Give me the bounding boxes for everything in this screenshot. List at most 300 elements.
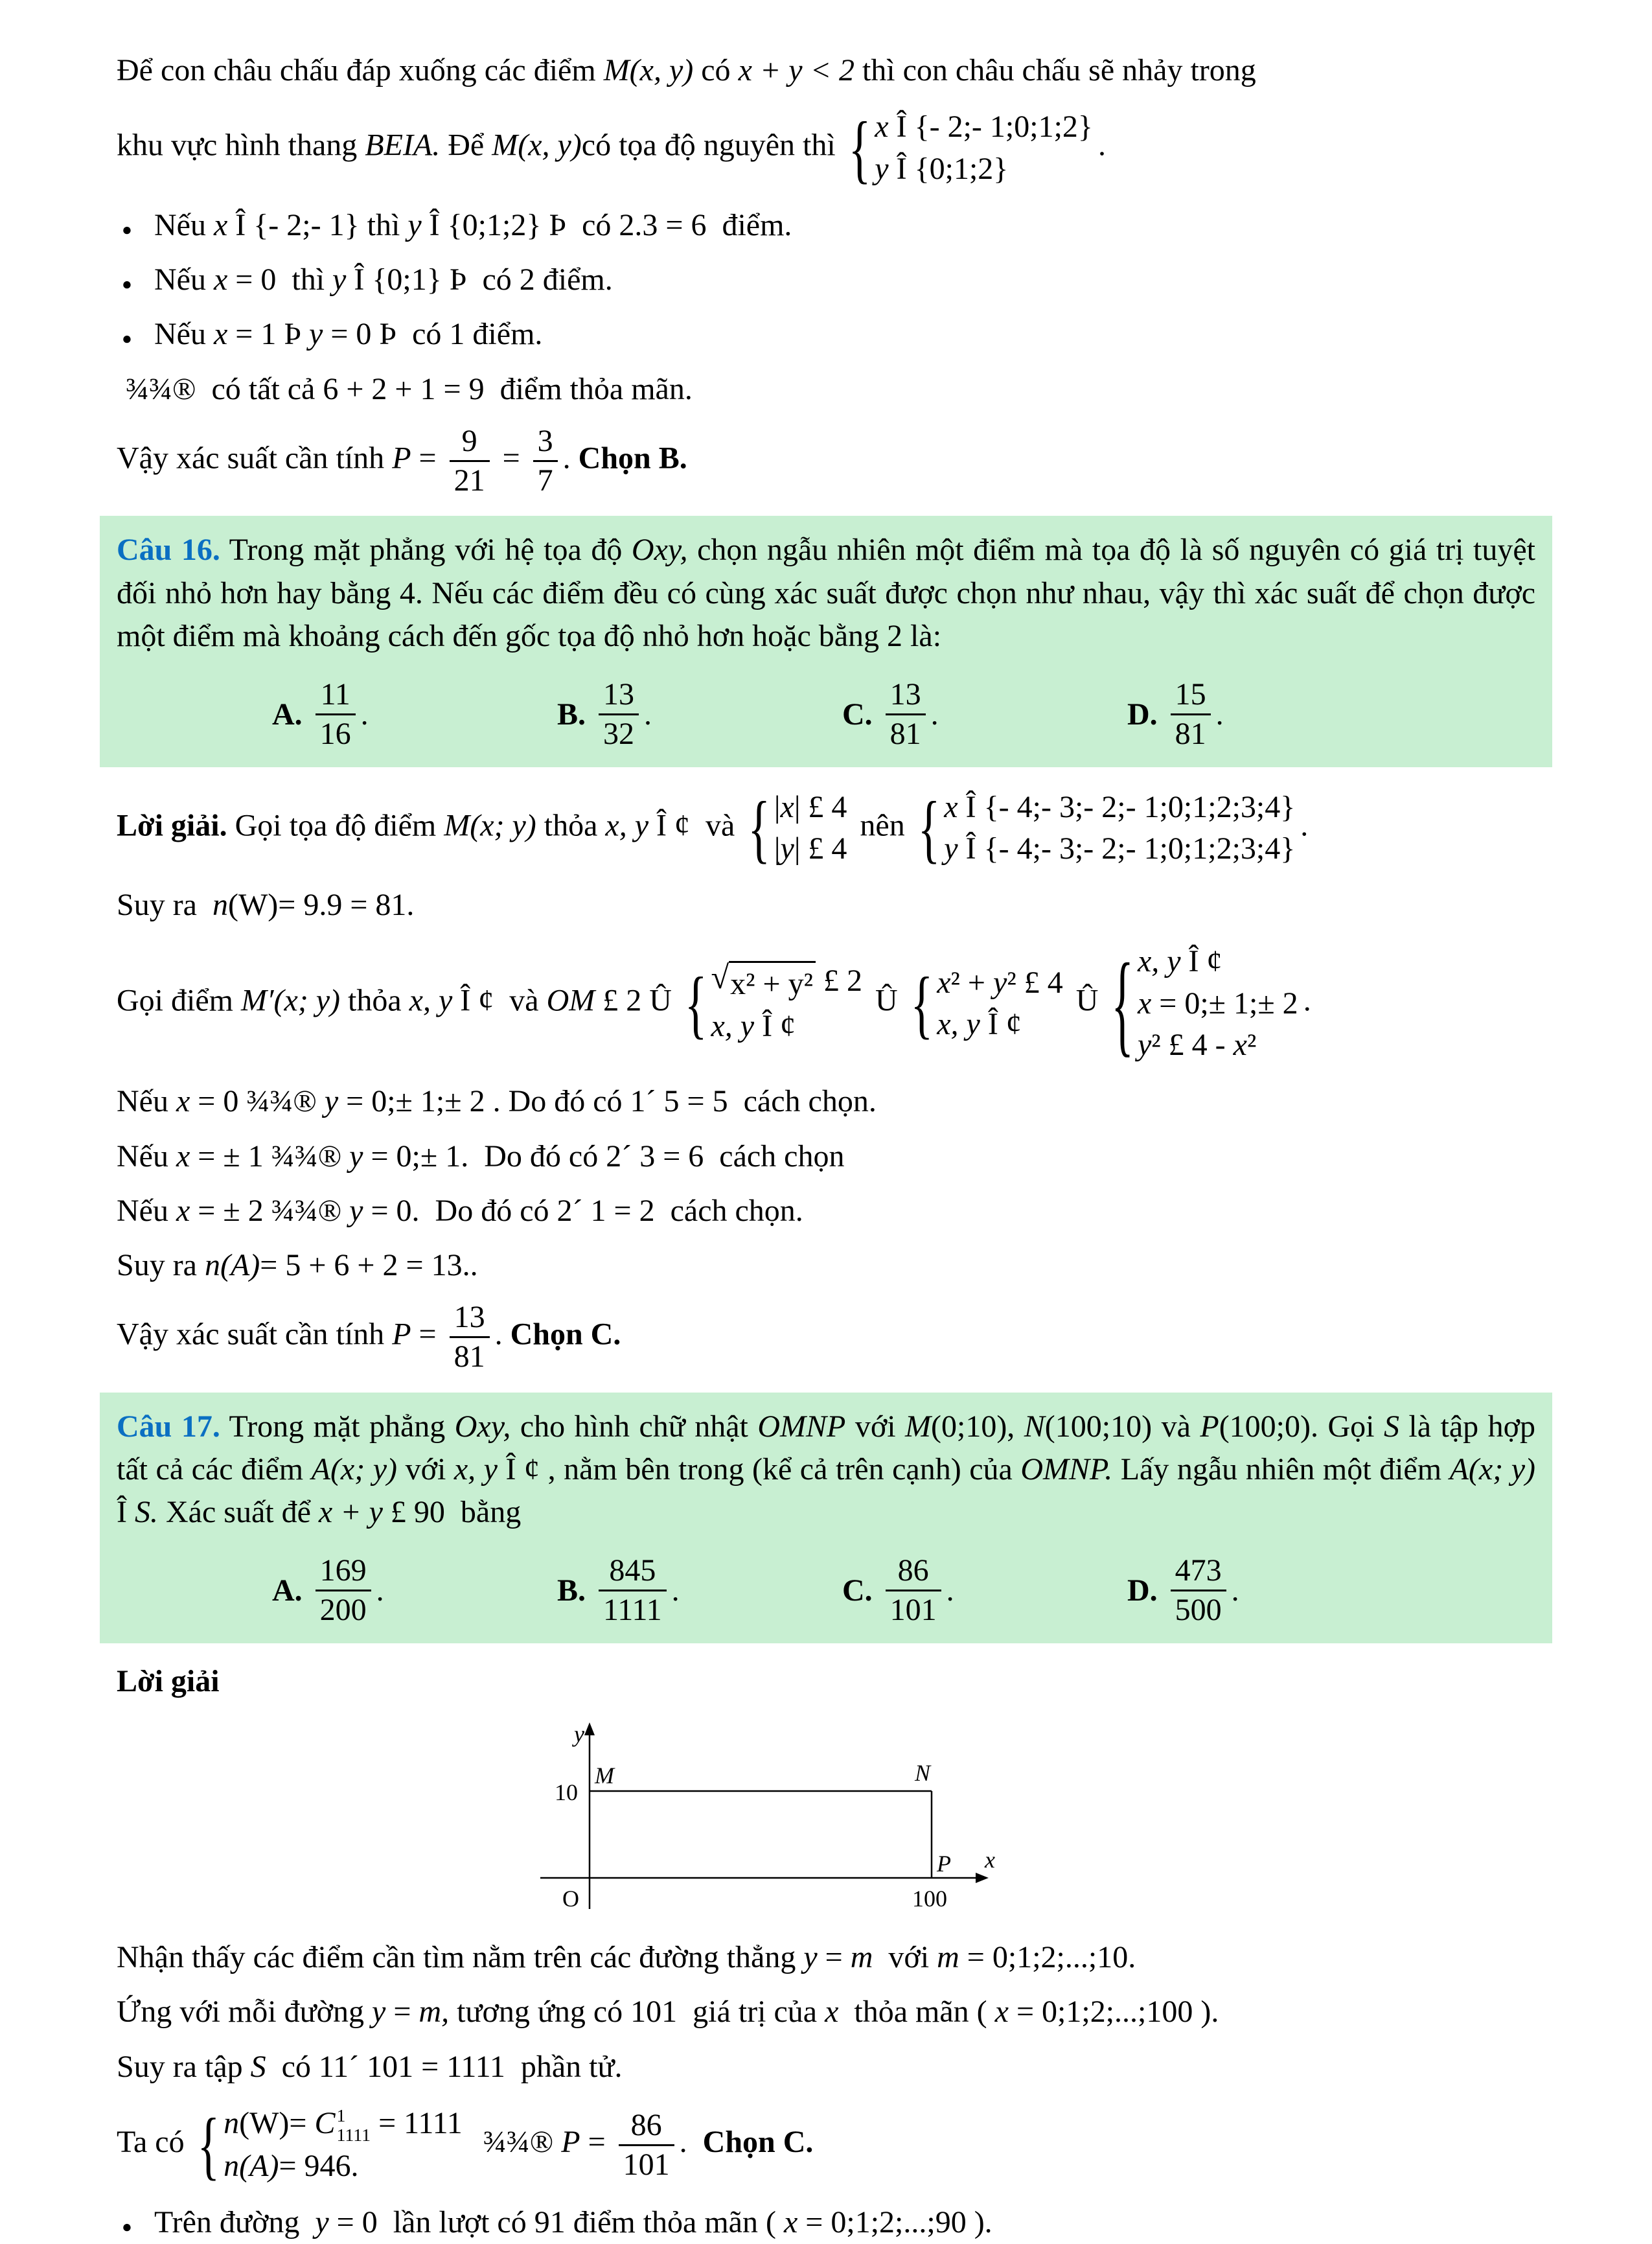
math-italic: y (372, 1995, 386, 2030)
option-a (272, 1552, 557, 1629)
row (711, 1006, 862, 1047)
arrow-summary-line (117, 368, 1535, 411)
num: 86 (619, 2108, 674, 2146)
brace: { (197, 2102, 220, 2188)
t: thì con châu chấu sẽ nhảy trong (854, 53, 1256, 87)
t: ² (1246, 1027, 1257, 1062)
t: Î ¢ (1180, 944, 1222, 979)
t: = 0 ¾¾® (190, 1084, 325, 1119)
t: Suy ra tập (117, 2049, 251, 2084)
math-italic: S. (134, 1495, 158, 1530)
math-italic: m (937, 1940, 959, 1975)
row (711, 960, 862, 1006)
solution-16-case-1 (117, 1080, 1535, 1123)
t: (W)= 9.9 = 81. (227, 888, 415, 923)
math-italic: y (324, 1084, 339, 1119)
math-italic: Oxy, (454, 1409, 511, 1444)
rows (944, 787, 1295, 870)
bold: A. (272, 1573, 310, 1608)
t: . (1300, 807, 1309, 842)
t: = 0;± 1. Do đó có 2´ 3 = 6 cách chọn (363, 1139, 845, 1174)
intro-line-2 (117, 104, 1535, 192)
rsign: √ (711, 959, 729, 996)
t: = (580, 2125, 614, 2160)
t: Nếu (154, 317, 214, 352)
brace: { (684, 961, 707, 1047)
question-17-options (117, 1538, 1535, 1637)
t: (W)= (239, 2105, 315, 2140)
bold: Chọn C. (510, 1317, 621, 1352)
t: Î ¢ (754, 1008, 796, 1043)
t: thỏa mãn ( (838, 1995, 995, 2030)
math-italic: x, y (1137, 944, 1181, 979)
math-italic: Oxy, (631, 533, 688, 568)
math-italic: S (250, 2049, 266, 2084)
t: Suy ra (117, 888, 212, 923)
t: cho hình chữ nhật (511, 1409, 758, 1444)
sys (911, 962, 1063, 1046)
math-italic: x (213, 262, 228, 297)
t: £ 90 bằng (382, 1495, 522, 1530)
question-16-paragraph (117, 529, 1544, 658)
t: = 0;1;2;...;100 ). (1008, 1995, 1219, 2030)
brace: { (1111, 940, 1134, 1068)
solution-16-count (117, 1244, 1535, 1287)
rows (937, 962, 1062, 1046)
frac (599, 677, 639, 752)
t: là tập hợp tất cả các điểm (117, 1409, 1544, 1486)
solution-16-omega (117, 884, 1535, 927)
t: | £ 4 (794, 789, 847, 824)
t: £ 2 (815, 963, 862, 998)
math-italic: N (1024, 1409, 1045, 1444)
t: . (930, 697, 939, 732)
bullet-text (154, 259, 613, 301)
num: 169 (315, 1553, 371, 1591)
frac (886, 677, 926, 752)
solution-17-step-4 (117, 2100, 1535, 2190)
y-axis-arrow-icon (584, 1722, 595, 1735)
frac (599, 1553, 667, 1628)
den: 81 (1175, 716, 1206, 751)
t: . (376, 1573, 384, 1608)
t: Î {- 2;- 1} thì (227, 207, 408, 242)
math-italic: y (407, 207, 422, 242)
solution-16-case-2 (117, 1135, 1535, 1178)
math-italic: y (349, 1139, 363, 1174)
math-italic: y (944, 831, 958, 866)
t: . (562, 441, 579, 476)
math-italic: OMNP. (1020, 1452, 1113, 1486)
solution-16-case-3 (117, 1190, 1535, 1232)
bullet-text (154, 2201, 992, 2244)
frac (315, 677, 356, 752)
bold: Lời giải (117, 1663, 220, 1698)
num: 11 (315, 677, 356, 715)
math-italic: S (1383, 1409, 1399, 1444)
bullet-text (154, 204, 792, 247)
math-italic: y (309, 317, 323, 352)
math-italic: x (213, 207, 228, 242)
den: 21 (453, 463, 485, 498)
t: . (946, 1573, 954, 1608)
question-17 (100, 1393, 1552, 1643)
question-17-label: Câu 17. (117, 1409, 220, 1444)
figure-label-p: P (937, 1851, 951, 1877)
math-italic: x, y (605, 807, 649, 842)
t: . (644, 697, 652, 732)
t: . (1231, 1573, 1239, 1608)
bullet-icon: ● (122, 274, 132, 294)
bullet-line (117, 204, 1535, 247)
rows (774, 787, 847, 870)
sys (849, 106, 1093, 190)
math-italic: x, y (711, 1008, 755, 1043)
t: = ± 1 ¾¾® (190, 1139, 350, 1174)
bullet-line (117, 313, 1535, 356)
t: Nếu (117, 1084, 176, 1119)
math-italic: x, y (937, 1006, 980, 1041)
t: Î {0;1} Þ có 2 điểm. (346, 262, 613, 297)
bold: A. (272, 697, 310, 732)
option-d (1127, 1552, 1412, 1629)
math-italic: M(x, y) (492, 128, 582, 163)
t: nên (852, 807, 913, 842)
t: thỏa (340, 983, 409, 1018)
t: Nếu (154, 207, 214, 242)
t: (100;0). Gọi (1219, 1409, 1384, 1444)
probability-line-q15 (117, 422, 1535, 500)
t: có (693, 53, 739, 87)
row (1138, 941, 1298, 982)
bold: C. (842, 697, 880, 732)
math-italic: n(A) (204, 1248, 260, 1282)
num: 3 (533, 424, 558, 462)
math-italic: n (212, 888, 228, 923)
t: có tọa độ nguyên thì (581, 128, 843, 163)
num: 15 (1171, 677, 1211, 715)
figure-label-y-axis: y (574, 1721, 584, 1748)
math-italic: x (875, 110, 889, 145)
math-italic: x, y (409, 983, 453, 1018)
figure-tick-10: 10 (555, 1779, 578, 1806)
math-italic: x + y (318, 1495, 383, 1530)
solution-16-setup (117, 784, 1535, 873)
math-italic: x (937, 965, 951, 1000)
bold: Lời giải. (117, 807, 227, 842)
math-italic: x (1137, 986, 1152, 1021)
frac (533, 424, 558, 498)
bold: D. (1127, 697, 1165, 732)
math-italic: y (993, 965, 1007, 1000)
math-italic: x (994, 1995, 1009, 2030)
t: Î ¢ và (648, 807, 743, 842)
den: 500 (1175, 1593, 1222, 1628)
brace: { (748, 785, 770, 871)
figure-label-x-axis: x (985, 1847, 995, 1873)
t: tương ứng có 101 giá trị của (449, 1995, 825, 2030)
sys (685, 960, 862, 1047)
math-italic: C (314, 2105, 336, 2140)
t: ² + (950, 965, 993, 1000)
row (1138, 983, 1298, 1024)
t: | (774, 831, 781, 866)
frac (450, 1300, 490, 1374)
rows (224, 2103, 463, 2187)
t: Nhận thấy các điểm cần tìm nằm trên các đường thẳng (117, 1940, 804, 1975)
solution-16-equivalences (117, 938, 1535, 1069)
t: . (494, 1317, 511, 1352)
t: Î (117, 1452, 1544, 1530)
figure-label-origin: O (562, 1886, 579, 1912)
x-axis-arrow-icon (976, 1873, 989, 1883)
t: khu vực hình thang (117, 128, 365, 163)
row (937, 1004, 1062, 1045)
sys (1111, 941, 1298, 1066)
bullet-icon: ● (122, 219, 132, 239)
math-italic: x (213, 317, 228, 352)
den: 81 (889, 716, 921, 751)
figure-tick-100: 100 (912, 1886, 947, 1912)
t: Để con châu chấu đáp xuống các điểm (117, 53, 604, 87)
math-italic: P (392, 441, 411, 476)
math-italic: OMNP (757, 1409, 846, 1444)
t: Vậy xác suất cần tính (117, 1317, 393, 1352)
math-italic: x + y < 2 (738, 53, 855, 87)
t: Î {- 4;- 3;- 2;- 1;0;1;2;3;4} (958, 789, 1296, 824)
t: chọn ngẫu nhiên một điểm mà tọa độ là số nguyên có giá trị tuyệt đối nhỏ hơn hay bằng 4. Nếu các điểm đều có cùng xác suất được chọn như nhau, vậy thì xác suất để chọn được một điểm mà khoảng cách đến gốc tọa độ nhỏ hơn hoặc bằng 2 là: (117, 533, 1544, 653)
num: 13 (450, 1300, 490, 1338)
t: . (1097, 128, 1106, 163)
solution-17-heading (117, 1660, 1535, 1703)
math-italic: x (783, 2205, 798, 2240)
t: = ± 2 ¾¾® (190, 1193, 350, 1228)
t: . (1215, 697, 1224, 732)
t: = 0;1;2;...;10. (959, 1940, 1136, 1975)
solution-16-answer (117, 1299, 1535, 1376)
math-italic: x, y (453, 1452, 498, 1486)
question-16-options (117, 662, 1535, 761)
t: với (397, 1452, 454, 1486)
t: Î ¢ và (452, 983, 547, 1018)
rad: x² + y² (729, 961, 816, 1005)
coordinate-figure (531, 1715, 1004, 1917)
rows (1138, 941, 1298, 1066)
t: = 0;1;2;...;90 ). (797, 2205, 992, 2240)
math-italic: x (176, 1084, 190, 1119)
scr (337, 2107, 371, 2146)
t: với (845, 1409, 906, 1444)
math-italic: P (561, 2125, 580, 2160)
t: = 0;± 1;± 2 . Do đó có 1´ 5 = 5 cách chọn. (338, 1084, 877, 1119)
option-c (842, 676, 1127, 753)
math-italic: BEIA. (365, 128, 441, 163)
math-italic: y (875, 151, 889, 186)
math-italic: y (315, 2205, 329, 2240)
row (774, 787, 847, 828)
option-d (1127, 676, 1412, 753)
t: £ 2 Û (595, 983, 680, 1018)
math-italic: x (176, 1193, 190, 1228)
row (875, 148, 1093, 190)
solution-17-step-3 (117, 2046, 1535, 2088)
t: Nếu (154, 262, 214, 297)
math-italic: M′(x; y) (240, 983, 341, 1018)
math-italic: M (905, 1409, 931, 1444)
t: . (360, 697, 369, 732)
t: Trong mặt phẳng với hệ tọa độ (220, 533, 632, 568)
num: 473 (1171, 1553, 1226, 1591)
math-italic: x (176, 1139, 190, 1174)
t: Î {- 2;- 1;0;1;2} (888, 110, 1093, 145)
t: = 1 Þ (227, 317, 310, 352)
figure-container (531, 1715, 1535, 1925)
frac (450, 424, 490, 498)
frac (1171, 677, 1211, 752)
math-italic: m (850, 1940, 873, 1975)
t: Î {0;1;2} (888, 151, 1009, 186)
t: (100;10) và (1044, 1409, 1200, 1444)
num: 9 (450, 424, 490, 462)
option-a (272, 676, 557, 753)
t: | £ 4 (794, 831, 847, 866)
den: 7 (537, 463, 553, 498)
t: thỏa (536, 807, 606, 842)
t: với (873, 1940, 937, 1975)
math-italic: y (780, 831, 794, 866)
math-italic: OM (546, 983, 595, 1018)
t: = (385, 1995, 419, 2030)
figure-label-m: M (595, 1763, 614, 1789)
t: Vậy xác suất cần tính (117, 441, 393, 476)
t: Suy ra (117, 1248, 205, 1282)
t: = (411, 441, 444, 476)
math-italic: x (780, 789, 794, 824)
math-italic: x (1233, 1027, 1247, 1062)
den: 200 (319, 1593, 367, 1628)
t: Ứng với mỗi đường (117, 1995, 373, 2030)
brace: { (848, 105, 871, 191)
question-17-text (117, 1409, 1543, 1529)
t: | (774, 789, 781, 824)
t: = 0;± 1;± 2 (1151, 986, 1298, 1021)
brace: { (917, 785, 941, 871)
rows (875, 106, 1093, 190)
math-italic: x (944, 789, 958, 824)
math-italic: n(A) (224, 2148, 279, 2183)
t: . (679, 2125, 703, 2160)
solution-17-step-1 (117, 1936, 1535, 1979)
row (224, 2103, 463, 2146)
math-italic: m, (419, 1995, 450, 2030)
frac (1171, 1553, 1226, 1628)
intro-line-1 (117, 49, 1535, 92)
t: ² £ 4 (1007, 965, 1063, 1000)
t: = (494, 441, 528, 476)
math-italic: y (349, 1193, 363, 1228)
option-b (557, 1552, 842, 1629)
row (875, 106, 1093, 148)
t: = 5 + 6 + 2 = 13.. (260, 1248, 478, 1282)
math-italic: y (1137, 1027, 1152, 1062)
sqrt (711, 961, 816, 1005)
t: Gọi tọa độ điểm (227, 807, 444, 842)
rows (711, 960, 862, 1047)
math-italic: P (392, 1317, 411, 1352)
t: = (411, 1317, 444, 1352)
sys (748, 787, 847, 870)
sup: 1 (336, 2105, 346, 2126)
question-17-paragraph (117, 1405, 1544, 1534)
t: Gọi điểm (117, 983, 241, 1018)
math-italic: A(x; y) (1449, 1452, 1536, 1486)
row (944, 828, 1295, 870)
den: 1111 (603, 1593, 662, 1628)
t: = 0. Do đó có 2´ 1 = 2 cách chọn. (363, 1193, 803, 1228)
math-italic: M(x, y) (603, 53, 694, 87)
sys (198, 2103, 463, 2187)
num: 86 (886, 1553, 941, 1591)
row (774, 828, 847, 870)
frac (619, 2108, 674, 2182)
question-16-label: Câu 16. (117, 533, 220, 568)
t: Î {- 4;- 3;- 2;- 1;0;1;2;3;4} (958, 831, 1296, 866)
t: ¾¾® có tất cả 6 + 2 + 1 = 9 điểm thỏa mãn. (126, 371, 693, 406)
den: 32 (603, 716, 635, 751)
bold: C. (842, 1573, 880, 1608)
brace: { (910, 961, 934, 1047)
frac (886, 1553, 941, 1628)
t: = 0 Þ có 1 điểm. (323, 317, 543, 352)
t: Î {0;1;2} Þ có 2.3 = 6 điểm. (421, 207, 792, 242)
t: = 0 lần lượt có 91 điểm thỏa mãn ( (328, 2205, 784, 2240)
t: . (1303, 983, 1311, 1018)
t: Lấy ngẫu nhiên một điểm (1112, 1452, 1450, 1486)
t: Trên đường (154, 2205, 315, 2240)
sys (918, 787, 1296, 870)
question-16-text (117, 533, 1543, 653)
num: 13 (886, 677, 926, 715)
t: Ta có (117, 2125, 192, 2160)
bold: D. (1127, 1573, 1165, 1608)
math-italic: y (332, 262, 347, 297)
t: có 11´ 101 = 1111 phần tử. (266, 2049, 623, 2084)
t: Nếu (117, 1193, 176, 1228)
bold: Chọn C. (702, 2125, 814, 2160)
math-italic: M(x; y) (444, 807, 536, 842)
t: Trong mặt phẳng (220, 1409, 455, 1444)
t: ² £ 4 - (1151, 1027, 1233, 1062)
t: . (671, 1573, 680, 1608)
math-italic: P (1200, 1409, 1219, 1444)
solution-17-step-2 (117, 1991, 1535, 2033)
t: ¾¾® (467, 2125, 562, 2160)
t: = 946. (279, 2148, 359, 2183)
math-italic: y (803, 1940, 818, 1975)
t: Î ¢ (980, 1006, 1022, 1041)
row (224, 2146, 463, 2187)
den: 81 (453, 1339, 485, 1374)
bold: B. (557, 1573, 594, 1608)
t: Û (1068, 983, 1107, 1018)
math-italic: A(x; y) (311, 1452, 398, 1486)
bullet-text (154, 313, 542, 356)
option-b (557, 676, 842, 753)
question-16 (100, 516, 1552, 767)
t: = 0 thì (227, 262, 333, 297)
den: 101 (889, 1593, 937, 1628)
bold: B. (557, 697, 594, 732)
